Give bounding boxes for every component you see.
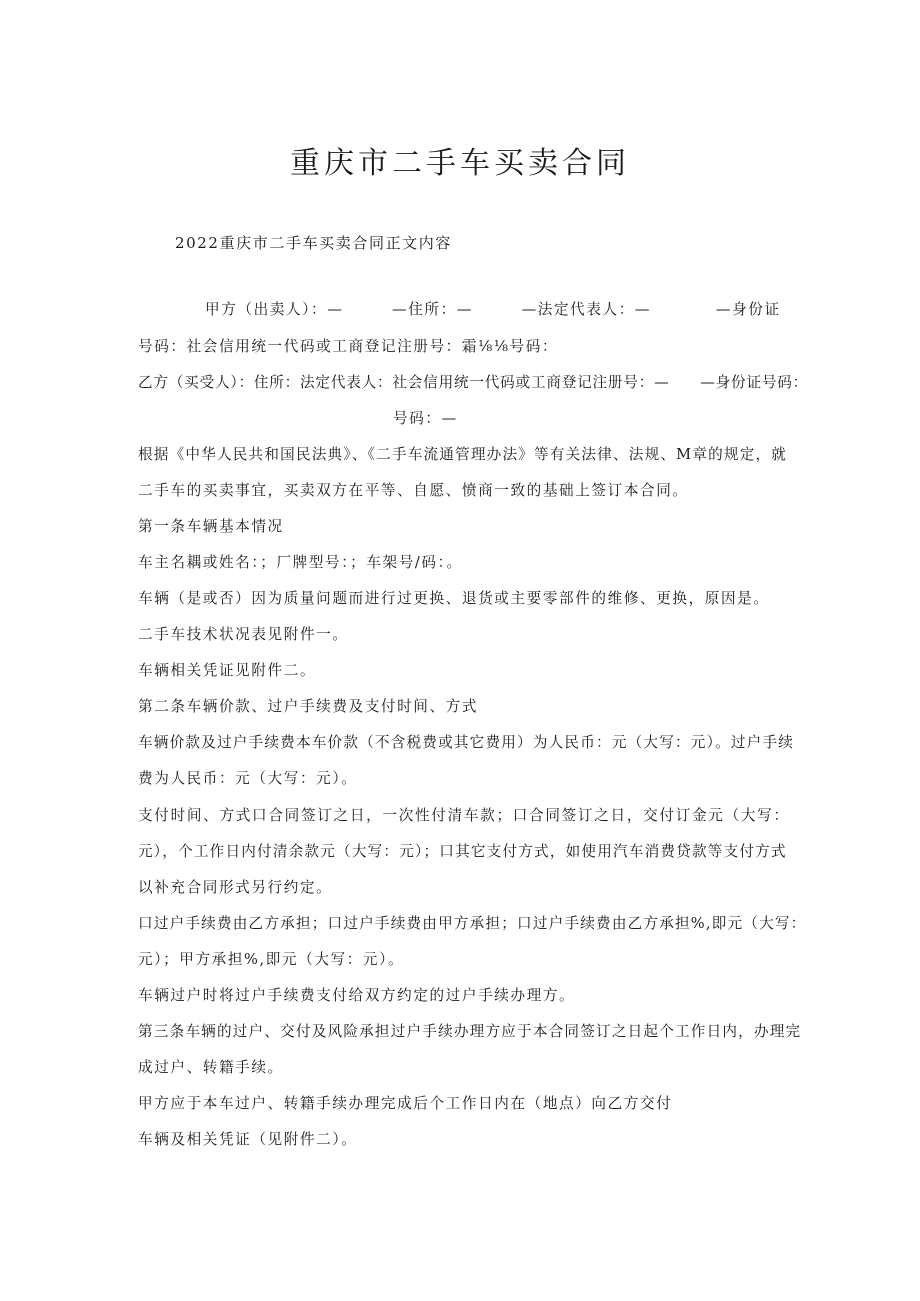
paragraph-line-3: 乙方（买受人）：住所：法定代表人：社会信用统一代码或工商登记注册号：— —身份证号码： (138, 374, 809, 391)
paragraph-line-18: 口过户手续费由乙方承担；口过户手续费由甲方承担；口过户手续费由乙方承担%,即元（大写： (138, 915, 807, 932)
paragraph-line-23: 甲方应于本车过户、转籍手续办理完成后个工作日内在（地点）向乙方交付 (138, 1095, 673, 1112)
paragraph-line-1: 甲方（出卖人）：— —住所：— —法定代表人：— —身份证 (205, 301, 781, 318)
paragraph-line-5: 根据《中华人民共和国民法典》、《二手车流通管理办法》等有关法律、法规、M章的规定，就 (138, 446, 788, 463)
paragraph-line-9: 车辆（是或否）因为质量问题而进行过更换、退货或主要零部件的维修、更换，原因是。 (138, 590, 770, 607)
paragraph-line-15: 支付时间、方式口合同签订之日，一次性付清车款；口合同签订之日，交付订金元（大写： (138, 807, 790, 824)
paragraph-line-13: 车辆价款及过户手续费本车价款（不含税费或其它费用）为人民币：元（大写：元）。过户手续 (138, 734, 795, 751)
paragraph-line-11: 车辆相关凭证见附件二。 (138, 662, 317, 679)
paragraph-line-24: 车辆及相关凭证（见附件二）。 (138, 1131, 358, 1148)
paragraph-line-17: 以补充合同形式另行约定。 (138, 879, 333, 896)
paragraph-line-10: 二手车技术状况表见附件一。 (138, 626, 349, 643)
paragraph-line-2: 号码：社会信用统一代码或工商登记注册号：霜⅛⅛号码： (138, 338, 559, 355)
paragraph-line-20: 车辆过户时将过户手续费支付给双方约定的过户手续办理方。 (138, 987, 576, 1004)
document-subtitle: 2022重庆市二手车买卖合同正文内容 (175, 234, 452, 252)
document-title: 重庆市二手车买卖合同 (290, 146, 630, 181)
article-2-heading: 第二条车辆价款、过户手续费及支付时间、方式 (138, 698, 479, 715)
paragraph-line-14: 费为人民币：元（大写：元）。 (138, 770, 358, 787)
paragraph-line-16: 元），个工作日内付清余款元（大写：元）；口其它支付方式，如使用汽车消费贷款等支付方式 (138, 843, 787, 860)
paragraph-line-22: 成过户、转籍手续。 (138, 1059, 284, 1076)
paragraph-line-6: 二手车的买卖事宜，买卖双方在平等、自愿、愤商一致的基础上签订本合同。 (138, 482, 689, 499)
article-1-heading: 第一条车辆基本情况 (138, 518, 284, 535)
paragraph-line-19: 元）；甲方承担%,即元（大写：元）。 (138, 951, 405, 968)
paragraph-line-8: 车主名耦或姓名：；厂牌型号：；车架号/码：。 (138, 554, 463, 571)
paragraph-line-4: 号码：— (393, 410, 458, 427)
article-3-heading: 第三条车辆的过户、交付及风险承担过户手续办理方应于本合同签订之日起个工作日内，办理完 (138, 1023, 802, 1040)
